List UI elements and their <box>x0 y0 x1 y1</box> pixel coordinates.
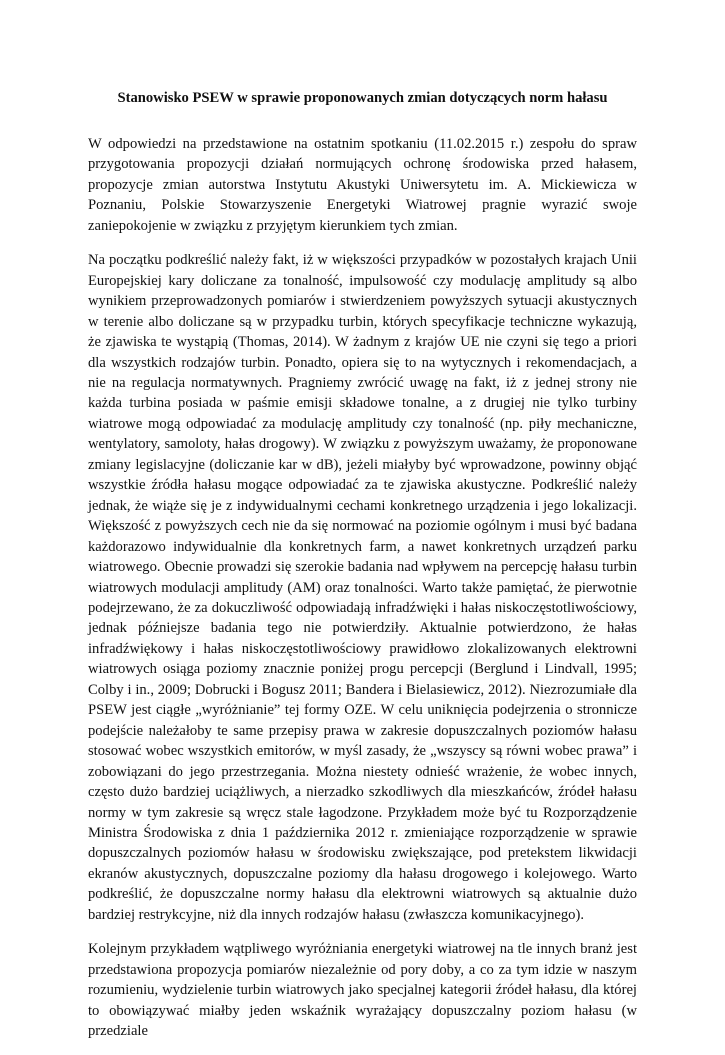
paragraph-1: W odpowiedzi na przedstawione na ostatnim spotkaniu (11.02.2015 r.) zespołu do spraw przygotowania propozycji działań normujących ochronę środowiska przed hałasem, propozycje zmian autorstwa Instytutu Akustyki Uniwersytetu im. A. Mickiewicza w Poznaniu, Polskie Stowarzyszenie Energetyki Wiatrowej pragnie wyrazić swoje zaniepokojenie w związku z przyjętym kierunkiem tych zmian. <box>88 136 637 234</box>
paragraph-2: Na początku podkreślić należy fakt, iż w większości przypadków w pozostałych krajach Unii Europejskiej kary doliczane za tonalność, impulsowość czy modulację amplitudy są albo wynikiem przeprowadzonych pomiarów i stwierdzeniem powyższych sytuacji akustycznych w terenie albo doliczane są w przypadku turbin, których specyfikacje techniczne wykazują, że zjawiska te wystąpią (Thomas, 2014). W żadnym z krajów UE nie czyni się tego a priori dla wszystkich rodzajów turbin. Ponadto, opiera się to na wytycznych i rekomendacjach, a nie na regulacja normatywnych. Pragniemy zwrócić uwagę na fakt, iż z jednej strony nie każda turbina posiada w paśmie emisji składowe tonalne, a z drugiej nie tylko turbiny wiatrowe mogą odpowiadać za modulację amplitudy czy tonalność (np. piły mechaniczne, wentylatory, samoloty, hałas drogowy). W związku z powyższym uważamy, że proponowane zmiany legislacyjne (doliczanie kar w dB), jeżeli miałyby być wprowadzone, powinny objąć wszystkie źródła hałasu mogące odpowiadać za te zjawiska akustyczne. Podkreślić należy jednak, że wiąże się je z indywidualnymi cechami konkretnego urządzenia i jego lokalizacji. Większość z powyższych cech nie da się normować na poziomie ogólnym i musi być badana każdorazowo indywidualnie dla konkretnych farm, a nawet konkretnych urządzeń parku wiatrowego. Obecnie prowadzi się szerokie badania nad wpływem na percepcję hałasu turbin wiatrowych modulacji amplitudy (AM) oraz tonalności. Warto także pamiętać, że pierwotnie podejrzewano, że za dokuczliwość odpowiadają infradźwięki i hałas niskoczęstotliwościowy, jednak późniejsze badania tego nie potwierdziły. Aktualnie potwierdzono, że hałas infradźwiękowy i hałas niskoczęstotliwościowy prawidłowo zlokalizowanych elektrowni wiatrowych osiąga poziomy znacznie poniżej progu percepcji (Berglund i Lindvall, 1995; Colby i in., 2009; Dobrucki i Bogusz 2011; Bandera i Bielasiewicz, 2012). Niezrozumiałe dla PSEW jest ciągłe „wyróżnianie” tej formy OZE. W celu uniknięcia podejrzenia o stronnicze podejście należałoby te same przepisy prawa w zakresie dopuszczalnych poziomów hałasu stosować wobec wszystkich emitorów, w myśl zasady, że „wszyscy są równi wobec prawa” i zobowiązani do jego przestrzegania. Można niestety odnieść wrażenie, że wobec innych, często dużo bardziej uciążliwych, a nierzadko szkodliwych dla mieszkańców, źródeł hałasu normy w tym zakresie są wręcz stale łagodzone. Przykładem może być tu Rozporządzenie Ministra Środowiska z dnia 1 października 2012 r. zmieniające rozporządzenie w sprawie dopuszczalnych poziomów hałasu w środowisku zwiększające, pod pretekstem likwidacji ekranów akustycznych, dopuszczalne poziomy dla hałasu drogowego i kolejowego. Warto podkreślić, że dopuszczalne normy hałasu dla elektrowni wiatrowych są aktualnie dużo bardziej restrykcyjne, niż dla innych rodzajów hałasu (zwłaszcza komunikacyjnego). <box>88 252 637 923</box>
document-title: Stanowisko PSEW w sprawie proponowanych zmian dotyczących norm hałasu <box>117 90 608 106</box>
paragraph-3: Kolejnym przykładem wątpliwego wyróżniania energetyki wiatrowej na tle innych branż jest przedstawiona propozycja pomiarów niezależnie od pory doby, a co za tym idzie w naszym rozumieniu, wydzielenie turbin wiatrowych jako specjalnej kategorii źródeł hałasu, dla której to obowiązywać miałby jeden wskaźnik wyrażający dopuszczalny poziom hałasu (w przedziale <box>88 941 637 1040</box>
document-body <box>88 134 637 1055</box>
